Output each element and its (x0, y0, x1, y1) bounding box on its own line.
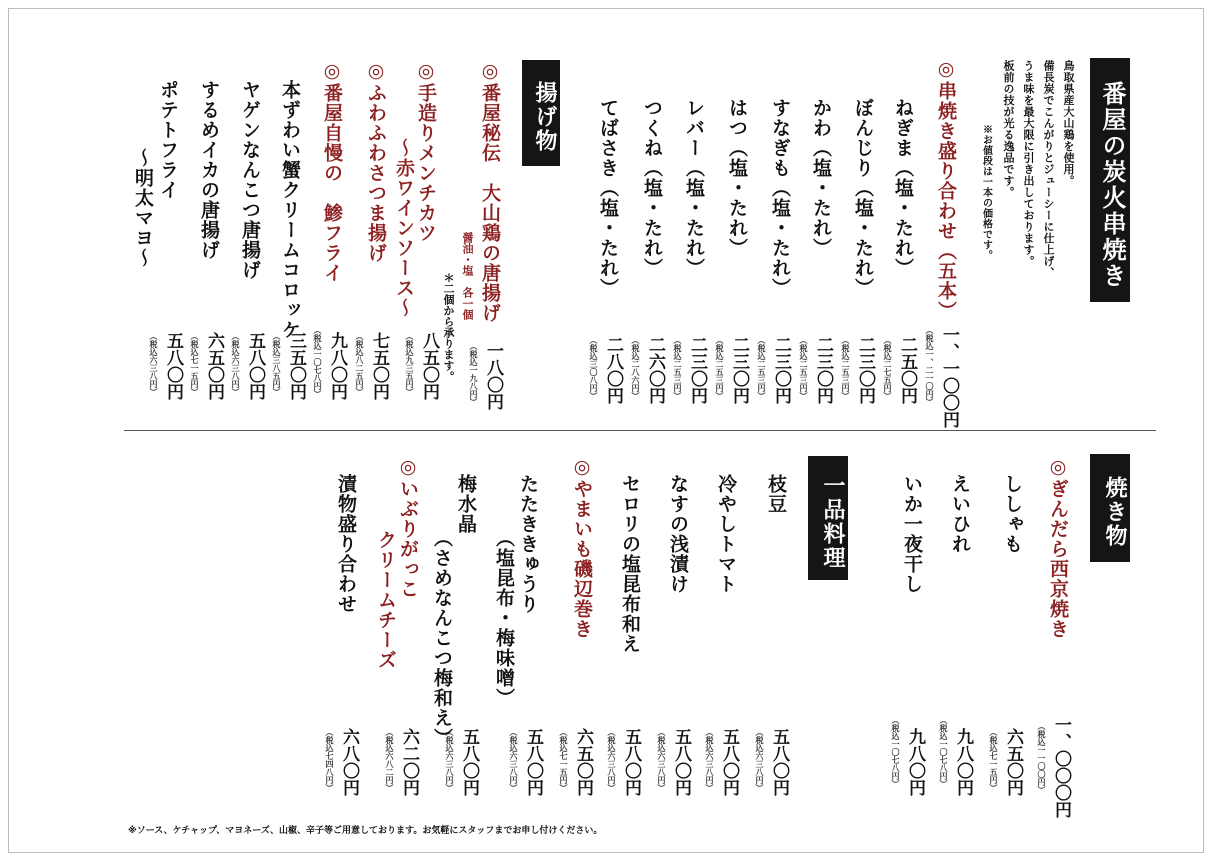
yakimono-item-name: ◎ぎんだら西京焼き (1047, 456, 1069, 639)
agemono-price-tax: （税込一〇七八円） (313, 326, 323, 398)
yakimono-price-tax: （税込一〇七八円） (891, 716, 901, 788)
yakimono-price-tax: （税込一〇七八円） (939, 716, 949, 788)
ippin-item-name: セロリの塩昆布和え (619, 474, 641, 654)
ippin-item-name: たたききゅうり (517, 474, 539, 614)
kushiyaki-price-tax: （税込二五三円） (757, 336, 767, 400)
kushiyaki-price-tax: （税込二五三円） (673, 336, 683, 400)
agemono-item-name: ◎手造りメンチカツ (415, 60, 437, 243)
agemono-price: 七五〇円 (369, 332, 389, 400)
kushiyaki-price: 二三〇円 (771, 336, 791, 404)
ippin-item-name-2: クリームチーズ (375, 530, 397, 670)
section-divider (124, 430, 1156, 431)
ippin-price: 五八〇円 (769, 728, 789, 796)
yakimono-item-name: いか一夜干し (901, 474, 923, 594)
agemono-item-name: 本ずわい蟹クリームコロッケ (279, 80, 301, 340)
agemono-price-tax: （税込三八五円） (272, 332, 282, 396)
agemono-price: 一八〇円 (483, 342, 503, 410)
kushiyaki-description-3: うま味を最大限に引き出しております。 (1021, 60, 1035, 267)
ippin-item-name: 冷やしトマト (715, 474, 737, 594)
agemono-item-name-2: ～明太マヨ～ (132, 148, 154, 268)
ippin-price-tax: （税込六三八円） (755, 728, 765, 792)
kushiyaki-price-tax: （税込一、二一〇円） (925, 326, 935, 406)
kushiyaki-price-tax: （税込二五三円） (715, 336, 725, 400)
ippin-price-tax: （税込六三八円） (445, 728, 455, 792)
agemono-price: 八五〇円 (419, 332, 439, 400)
section-header-yakimono: 焼き物 (1090, 454, 1130, 562)
kushiyaki-description-1: 鳥取県産大山鶏を使用。 (1061, 60, 1075, 187)
ippin-price: 五八〇円 (671, 728, 691, 796)
agemono-item-name: ◎ふわふわさつま揚げ (365, 60, 387, 263)
kushiyaki-price-tax: （税込二五三円） (799, 336, 809, 400)
kushiyaki-item-name: ◎串焼き盛り合わせ（五本） (935, 58, 957, 321)
kushiyaki-price: 二三〇円 (813, 336, 833, 404)
agemono-price-tax: （税込六三八円） (149, 332, 159, 396)
yakimono-price: 九八〇円 (905, 728, 925, 796)
ippin-price-tax: （税込六三八円） (607, 728, 617, 792)
ippin-item-name-2: （塩昆布・梅味噌） (493, 528, 515, 708)
kushiyaki-price: 二五〇円 (897, 336, 917, 404)
yakimono-price: 六五〇円 (1003, 728, 1023, 796)
kushiyaki-item-name: レバー（塩・たれ） (683, 98, 705, 278)
ippin-price: 五八〇円 (621, 728, 641, 796)
section-header-ippin: 一品料理 (808, 456, 848, 580)
agemono-price-tax: （税込六三八円） (231, 332, 241, 396)
agemono-price-tax: （税込七一五円） (190, 332, 200, 396)
ippin-price: 六八〇円 (339, 728, 359, 796)
kushiyaki-price-tax: （税込二五三円） (841, 336, 851, 400)
agemono-item-name-2: ～赤ワインソース～ (393, 138, 415, 318)
ippin-price-tax: （税込六三八円） (509, 728, 519, 792)
kushiyaki-price-tax: （税込二七五円） (883, 336, 893, 400)
agemono-price: 九八〇円 (327, 332, 347, 400)
agemono-price-tax: （税込一九八円） (469, 342, 479, 406)
ippin-item-name: ◎やまいも磯辺巻き (571, 456, 593, 639)
agemono-price-tax: （税込九三五円） (405, 332, 415, 396)
agemono-item-name: ポテトフライ (157, 80, 179, 200)
yakimono-price-tax: （税込一一〇〇円） (1037, 722, 1047, 794)
kushiyaki-price: 二三〇円 (855, 336, 875, 404)
ippin-price: 五八〇円 (523, 728, 543, 796)
yakimono-item-name: ししゃも (1001, 474, 1023, 554)
kushiyaki-item-name: てばさき（塩・たれ） (597, 98, 619, 298)
agemono-price: 六五〇円 (204, 332, 224, 400)
ippin-item-name: 梅水晶 (455, 474, 477, 534)
kushiyaki-item-name: ぼんじり（塩・たれ） (852, 98, 874, 298)
section-header-agemono: 揚げ物 (522, 60, 560, 166)
kushiyaki-item-name: すなぎも（塩・たれ） (769, 98, 791, 298)
kushiyaki-item-name: ねぎま（塩・たれ） (892, 98, 914, 278)
section-header-kushiyaki: 番屋の炭火串焼き (1090, 58, 1130, 302)
kushiyaki-price-tax: （税込三〇八円） (589, 336, 599, 400)
agemono-price: 三五〇円 (286, 332, 306, 400)
kushiyaki-price: 二三〇円 (687, 336, 707, 404)
kushiyaki-item-name: つくね（塩・たれ） (641, 98, 663, 278)
kushiyaki-item-name: かわ（塩・たれ） (810, 98, 832, 258)
kushiyaki-price-tax: （税込二八六円） (631, 336, 641, 400)
ippin-price: 五八〇円 (719, 728, 739, 796)
kushiyaki-price: 一、一〇〇円 (939, 326, 959, 428)
kushiyaki-price: 二三〇円 (729, 336, 749, 404)
agemono-item-name: ◎番屋秘伝 大山鶏の唐揚げ (479, 60, 501, 323)
agemono-price: 五八〇円 (245, 332, 265, 400)
ippin-item-name-2: （さめなんこつ梅和え） (431, 528, 453, 748)
kushiyaki-price: 二八〇円 (603, 336, 623, 404)
ippin-price-tax: （税込六八二円） (385, 728, 395, 792)
ippin-price-tax: （税込七四八円） (325, 728, 335, 792)
ippin-item-name: ◎いぶりがっこ (397, 456, 419, 599)
kushiyaki-item-name: はつ（塩・たれ） (726, 98, 748, 258)
ippin-price-tax: （税込七一五円） (559, 728, 569, 792)
footer-note: ※ソース、ケチャップ、マヨネーズ、山椒、辛子等ご用意しております。お気軽にスタッフまでお申し付けください。 (128, 826, 603, 836)
ippin-price-tax: （税込六三八円） (705, 728, 715, 792)
agemono-item-sub: 醤油・塩 各一個 (461, 232, 474, 320)
ippin-item-name: 枝豆 (765, 474, 787, 514)
ippin-price: 六二〇円 (399, 728, 419, 796)
yakimono-item-name: えいひれ (949, 474, 971, 554)
agemono-item-name: するめイカの唐揚げ (198, 80, 220, 260)
yakimono-price-tax: （税込七一五円） (989, 728, 999, 792)
agemono-item-name: ◎番屋自慢の 鯵フライ (321, 60, 343, 283)
ippin-item-name: 漬物盛り合わせ (335, 474, 357, 614)
agemono-price-tax: （税込八二五円） (355, 332, 365, 396)
yakimono-price: 一、〇〇〇円 (1051, 716, 1071, 818)
ippin-price-tax: （税込六三八円） (657, 728, 667, 792)
kushiyaki-description-4: 板前の技が光る逸品です。 (1001, 60, 1015, 198)
agemono-item-name: ヤゲンなんこつ唐揚げ (239, 80, 261, 280)
ippin-item-name: なすの浅漬け (667, 474, 689, 594)
agemono-price: 五八〇円 (163, 332, 183, 400)
kushiyaki-description-2: 備長炭でこんがりとジューシーに仕上げ、 (1041, 60, 1055, 279)
kushiyaki-price: 二六〇円 (645, 336, 665, 404)
agemono-item-note: ＊二個から承ります。 (442, 272, 455, 382)
ippin-price: 五八〇円 (459, 728, 479, 796)
kushiyaki-note: ※お値段は一本の価格です。 (980, 124, 992, 261)
ippin-price: 六五〇円 (573, 728, 593, 796)
yakimono-price: 九八〇円 (953, 728, 973, 796)
